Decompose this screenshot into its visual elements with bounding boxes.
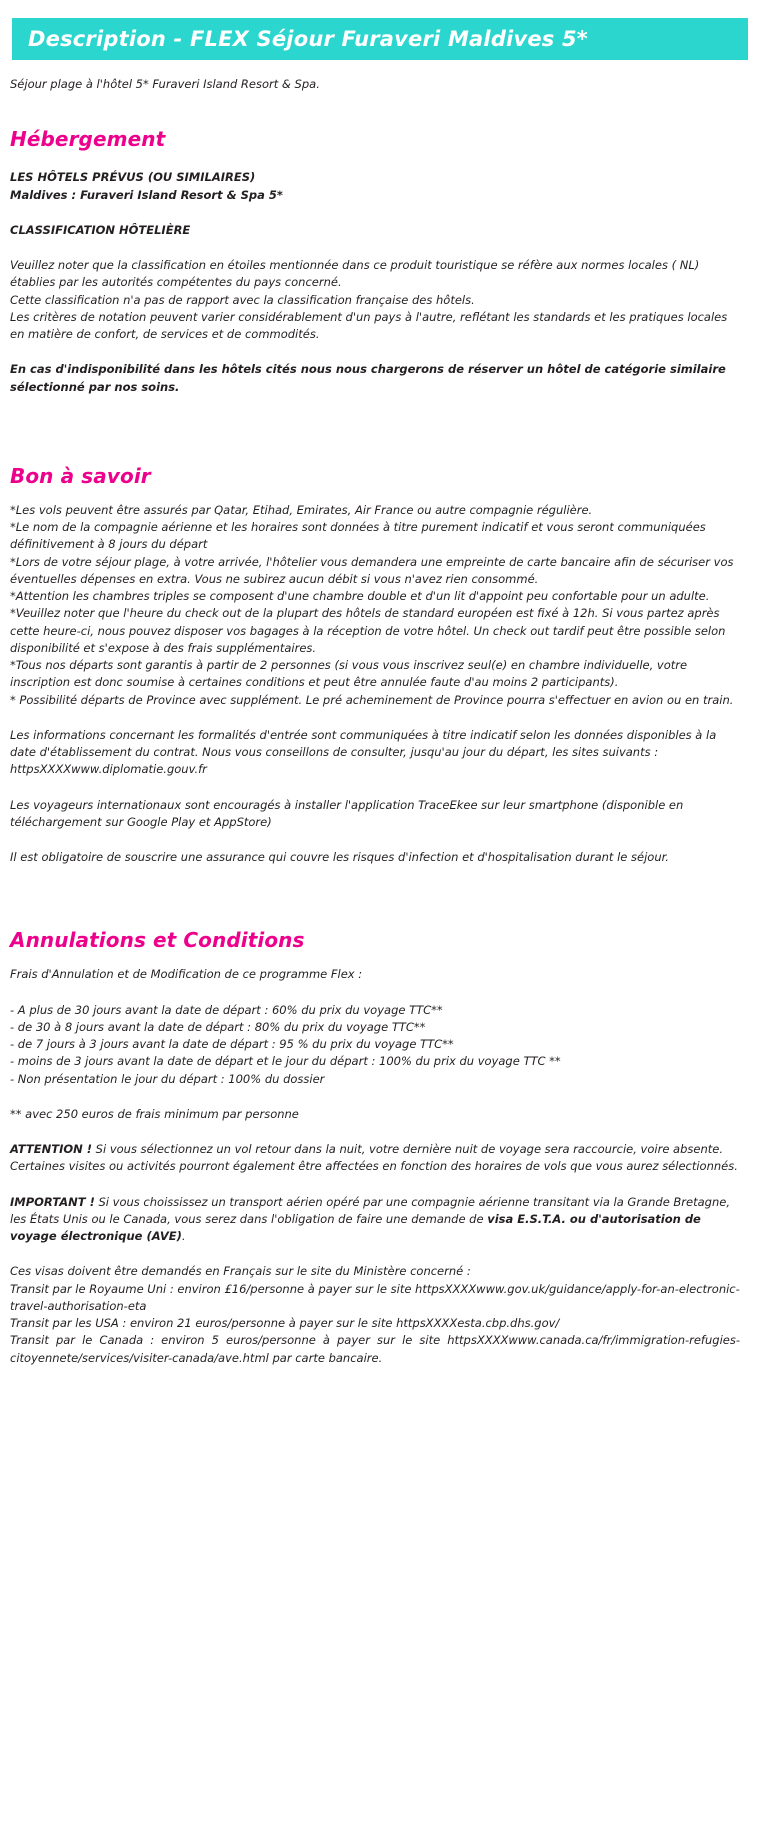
attention-lead: ATTENTION !	[10, 1142, 93, 1156]
formalites-text: Les informations concernant les formalités d'entrée sont communiquées à titre indicatif selon les données disponibles à la date d'établissement du contrat. Nous vous conseillons de consulter, jusqu'au jour du départ, les sites suivants : httpsXXXXwww.diplomatie.gouv.fr	[10, 727, 717, 777]
frais-item-3: - de 7 jours à 3 jours avant la date de départ : 95 % du prix du voyage TTC**	[10, 1037, 454, 1051]
important-text-after: .	[181, 1229, 186, 1243]
frais-item-1: - A plus de 30 jours avant la date de départ : 60% du prix du voyage TTC**	[10, 1002, 443, 1017]
frais-item-4: - moins de 3 jours avant la date de départ et le jour du départ : 100% du prix du voyage TTC **	[10, 1054, 561, 1069]
important-text-before: Si vous choississez un transport aérien opéré par une compagnie aérienne transitant via la Grande Bretagne, les États Unis ou le Canada, vous serez dans l'obligation de faire une demande de	[10, 1194, 730, 1226]
traceekee-block	[10, 797, 740, 832]
important-lead: IMPORTANT !	[10, 1194, 95, 1209]
important-paragraph	[10, 1194, 740, 1246]
visas-line-1: Ces visas doivent être demandés en Français sur le site du Ministère concerné :	[10, 1264, 471, 1279]
page-title: Description - FLEX Séjour Furaveri Maldives 5*	[28, 27, 588, 51]
attention-paragraph	[10, 1141, 740, 1176]
intro-paragraph: Séjour plage à l'hôtel 5* Furaveri Island Resort & Spa.	[10, 77, 320, 91]
document-header-bar	[12, 18, 748, 60]
attention-text: Si vous sélectionnez un vol retour dans la nuit, votre dernière nuit de voyage sera raccourcie, voire absente. Certaines visites ou activités pourront également être affectées en fonction des horaires de vols que vous aurez sélectionnés.	[10, 1142, 738, 1174]
section-title-hebergement: Hébergement	[10, 127, 166, 152]
bon-a-savoir-list	[10, 502, 740, 709]
classification-text-block	[10, 257, 740, 343]
bon-a-savoir-item-6: *Tous nos départs sont garantis à partir de 2 personnes (si vous vous inscrivez seul(e) en chambre individuelle, votre inscription est donc soumise à certaines conditions et peut être annulée faute d'au moins 2 participants).	[10, 658, 688, 690]
classification-line-3: Les critères de notation peuvent varier considérablement d'un pays à l'autre, reflétant les standards et les pratiques locales en matière de confort, de services et de commodités.	[10, 309, 728, 341]
document-body	[0, 60, 758, 1367]
visas-line-2: Transit par le Royaume Uni : environ £16/personne à payer sur le site httpsXXXXwww.gov.uk/guidance/apply-for-an-electronic-travel-authorisation-eta	[10, 1281, 740, 1313]
bon-a-savoir-item-4: *Attention les chambres triples se composent d'une chambre double et d'un lit d'appoint peu confortable pour un adulte.	[10, 589, 710, 603]
section-title-bon-a-savoir: Bon à savoir	[10, 463, 151, 488]
frais-list-block	[10, 1002, 740, 1088]
bon-a-savoir-item-5: *Veuillez noter que l'heure du check out de la plupart des hôtels de standard européen est fixé à 12h. Si vous partez après cette heure-ci, nous pouvez disposer vos bagages à la réception de votre hôtel. Un check out tardif peut être possible selon disponibilité et s'expose à des frais supplémentaires.	[10, 606, 726, 655]
visas-block	[10, 1263, 740, 1367]
hebergement-hotels-block	[10, 169, 740, 204]
bon-a-savoir-item-3: *Lors de votre séjour plage, à votre arrivée, l'hôtelier vous demandera une empreinte de carte bancaire afin de sécuriser vos éventuelles dépenses en extra. Vous ne subirez aucun débit si vous n'avez rien consommé.	[10, 554, 734, 586]
attention-block	[10, 1141, 740, 1176]
visas-line-4: Transit par le Canada : environ 5 euros/personne à payer sur le site httpsXXXXwww.canada.ca/fr/immigration-refugies-citoyennete/services/visiter-canada/ave.html par carte bancaire.	[10, 1333, 740, 1365]
visas-line-3: Transit par les USA : environ 21 euros/personne à payer sur le site httpsXXXXesta.cbp.dhs.gov/	[10, 1316, 560, 1330]
frais-minimum-text: ** avec 250 euros de frais minimum par personne	[10, 1106, 299, 1121]
important-block	[10, 1194, 740, 1246]
frais-minimum-block	[10, 1106, 740, 1123]
indisponibilite-text: En cas d'indisponibilité dans les hôtels cités nous nous chargerons de réserver un hôtel de catégorie similaire sélectionné par nos soins.	[10, 362, 726, 394]
hebergement-hotel-line: Maldives : Furaveri Island Resort & Spa 5*	[10, 187, 283, 202]
frais-intro-text: Frais d'Annulation et de Modification de ce programme Flex :	[10, 967, 363, 982]
frais-item-2: - de 30 à 8 jours avant la date de départ : 80% du prix du voyage TTC**	[10, 1019, 426, 1034]
hebergement-hotels-heading: LES HÔTELS PRÉVUS (OU SIMILAIRES)	[10, 170, 256, 185]
bon-a-savoir-item-2: *Le nom de la compagnie aérienne et les horaires sont données à titre purement indicatif et vous seront communiquées définitivement à 8 jours du départ	[10, 520, 706, 552]
bon-a-savoir-item-1: *Les vols peuvent être assurés par Qatar, Etihad, Emirates, Air France ou autre compagnie régulière.	[10, 502, 593, 517]
frais-intro-block	[10, 966, 740, 983]
important-visa-strong: visa E.S.T.A. ou d'autorisation de voyage électronique (AVE)	[10, 1211, 701, 1243]
indisponibilite-block	[10, 361, 740, 396]
assurance-text: Il est obligatoire de souscrire une assurance qui couvre les risques d'infection et d'hospitalisation durant le séjour.	[10, 850, 669, 864]
classification-heading-block	[10, 222, 740, 239]
traceekee-text: Les voyageurs internationaux sont encouragés à installer l'application TraceEkee sur leur smartphone (disponible en téléchargement sur Google Play et AppStore)	[10, 797, 684, 829]
classification-line-2: Cette classification n'a pas de rapport avec la classification française des hôtels.	[10, 292, 475, 307]
frais-item-5: - Non présentation le jour du départ : 100% du dossier	[10, 1071, 325, 1086]
assurance-block	[10, 849, 740, 866]
section-title-annulations: Annulations et Conditions	[10, 928, 305, 953]
classification-heading: CLASSIFICATION HÔTELIÈRE	[10, 222, 191, 237]
formalites-block	[10, 727, 740, 779]
bon-a-savoir-item-7: * Possibilité départs de Province avec supplément. Le pré acheminement de Province pourra s'effectuer en avion ou en train.	[10, 692, 734, 707]
classification-line-1: Veuillez noter que la classification en étoiles mentionnée dans ce produit touristique se réfère aux normes locales ( NL) établies par les autorités compétentes du pays concerné.	[10, 258, 700, 290]
